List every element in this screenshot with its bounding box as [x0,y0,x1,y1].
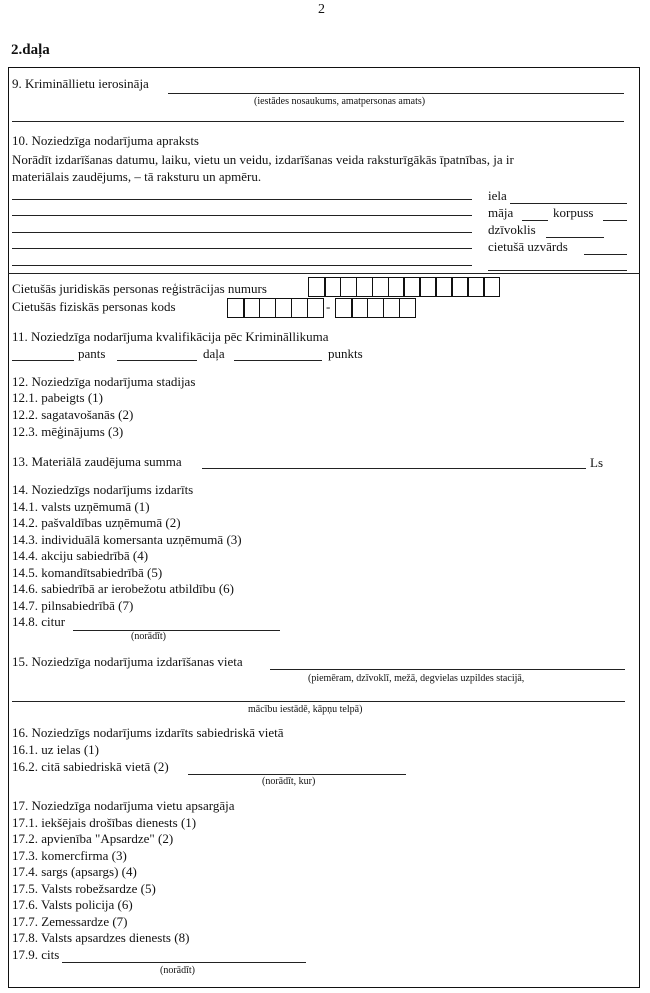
s10-desc-line-4[interactable] [12,248,472,249]
s13-currency: Ls [590,455,603,470]
s9-label: 9. Krimināllietu ierosināja [12,76,149,91]
s10-instr2: materiālais zaudējums, – tā raksturu un apmēru. [12,169,262,184]
dala-label: daļa [203,346,225,361]
s17-item: 17.7. Zemessardze (7) [12,914,128,929]
s17-item: 17.5. Valsts robežsardze (5) [12,881,156,896]
s17-item: 17.2. apvienība "Apsardze" (2) [12,831,174,846]
juridiska-reg-number-cells[interactable] [308,277,500,297]
personal-code-cells-2[interactable] [335,298,416,318]
s14-title: 14. Noziedzīgs nodarījums izdarīts [12,482,194,497]
s10-desc-line-3[interactable] [12,232,472,233]
s16-item: 16.2. citā sabiedriskā vietā (2) [12,759,169,774]
s16-item: 16.1. uz ielas (1) [12,742,100,757]
pants-line[interactable] [12,360,74,361]
uzvards-line2[interactable] [488,270,627,271]
section-title: 2.daļa [11,42,50,58]
s9-note: (iestādes nosaukums, amatpersonas amats) [254,96,426,107]
maja-line[interactable] [522,220,548,221]
s14-item: 14.5. komandītsabiedrībā (5) [12,565,163,580]
s12-item: 12.1. pabeigts (1) [12,390,103,405]
korpuss-line[interactable] [603,220,627,221]
s15-label: 15. Noziedzīga nodarījuma izdarīšanas vieta [12,654,243,669]
s9-line2[interactable] [12,121,624,122]
s15-note1: (piemēram, dzīvoklī, mežā, degvielas uzpildes stacijā, [308,673,525,684]
personal-code-dash: - [326,299,331,314]
maja-label: māja [488,205,514,220]
s17-item: 17.8. Valsts apsardzes dienests (8) [12,930,190,945]
uzvards-label: cietušā uzvārds [488,239,568,254]
punkts-label: punkts [328,346,363,361]
s10-desc-line-5[interactable] [12,265,472,266]
s10-desc-line-1[interactable] [12,199,472,200]
s15-line2[interactable] [12,701,625,702]
s14-item: 14.6. sabiedrībā ar ierobežotu atbildību (6) [12,581,235,596]
s13-amount-line[interactable] [202,468,586,469]
dala-line[interactable] [117,360,197,361]
divider [8,273,640,274]
uzvards-line[interactable] [584,254,627,255]
s17-item: 17.1. iekšējais drošības dienests (1) [12,815,197,830]
s17-note: (norādīt) [160,965,195,976]
s15-line[interactable] [270,669,625,670]
s14-item: 14.7. pilnsabiedrībā (7) [12,598,134,613]
s14-item: 14.3. individuālā komersanta uzņēmumā (3) [12,532,242,547]
s17-other-line[interactable] [62,962,306,963]
s10-instr1: Norādīt izdarīšanas datumu, laiku, vietu un veidu, izdarīšanas veida raksturīgākās īpatnības, ja ir [12,152,514,167]
s13-label: 13. Materiālā zaudējuma summa [12,454,182,469]
dzivoklis-line[interactable] [546,237,604,238]
s11-title: 11. Noziedzīga nodarījuma kvalifikācija pēc Krimināllikuma [12,329,329,344]
s9-input-line[interactable] [168,93,624,94]
fiziska-label: Cietušās fiziskās personas kods [12,299,176,314]
s16-title: 16. Noziedzīgs nodarījums izdarīts sabiedriskā vietā [12,725,284,740]
s17-title: 17. Noziedzīga nodarījuma vietu apsargāja [12,798,235,813]
dzivoklis-label: dzīvoklis [488,222,536,237]
juridiska-label: Cietušās juridiskās personas reģistrācijas numurs [12,281,267,296]
punkts-line[interactable] [234,360,322,361]
iela-label: iela [488,188,507,203]
s14-item: 14.4. akciju sabiedrībā (4) [12,548,149,563]
s14-item: 14.8. citur [12,614,66,629]
korpuss-label: korpuss [553,205,594,220]
s17-item: 17.6. Valsts policija (6) [12,897,133,912]
s10-title: 10. Noziedzīga nodarījuma apraksts [12,133,199,148]
s17-item: 17.9. cits [12,947,60,962]
pants-label: pants [78,346,106,361]
s17-item: 17.4. sargs (apsargs) (4) [12,864,137,879]
s17-item: 17.3. komercfirma (3) [12,848,127,863]
s14-note: (norādīt) [131,631,166,642]
page-number: 2 [318,2,325,17]
s16-note: (norādīt, kur) [262,776,316,787]
s12-title: 12. Noziedzīga nodarījuma stadijas [12,374,196,389]
s14-item: 14.1. valsts uzņēmumā (1) [12,499,150,514]
personal-code-cells-1[interactable] [227,298,324,318]
s15-note2: mācību iestādē, kāpņu telpā) [248,704,363,715]
s10-desc-line-2[interactable] [12,215,472,216]
s14-other-line[interactable] [73,630,280,631]
s12-item: 12.2. sagatavošanās (2) [12,407,134,422]
s16-other-line[interactable] [188,774,406,775]
s12-item: 12.3. mēģinājums (3) [12,424,124,439]
s14-item: 14.2. pašvaldības uzņēmumā (2) [12,515,181,530]
iela-line[interactable] [510,203,627,204]
